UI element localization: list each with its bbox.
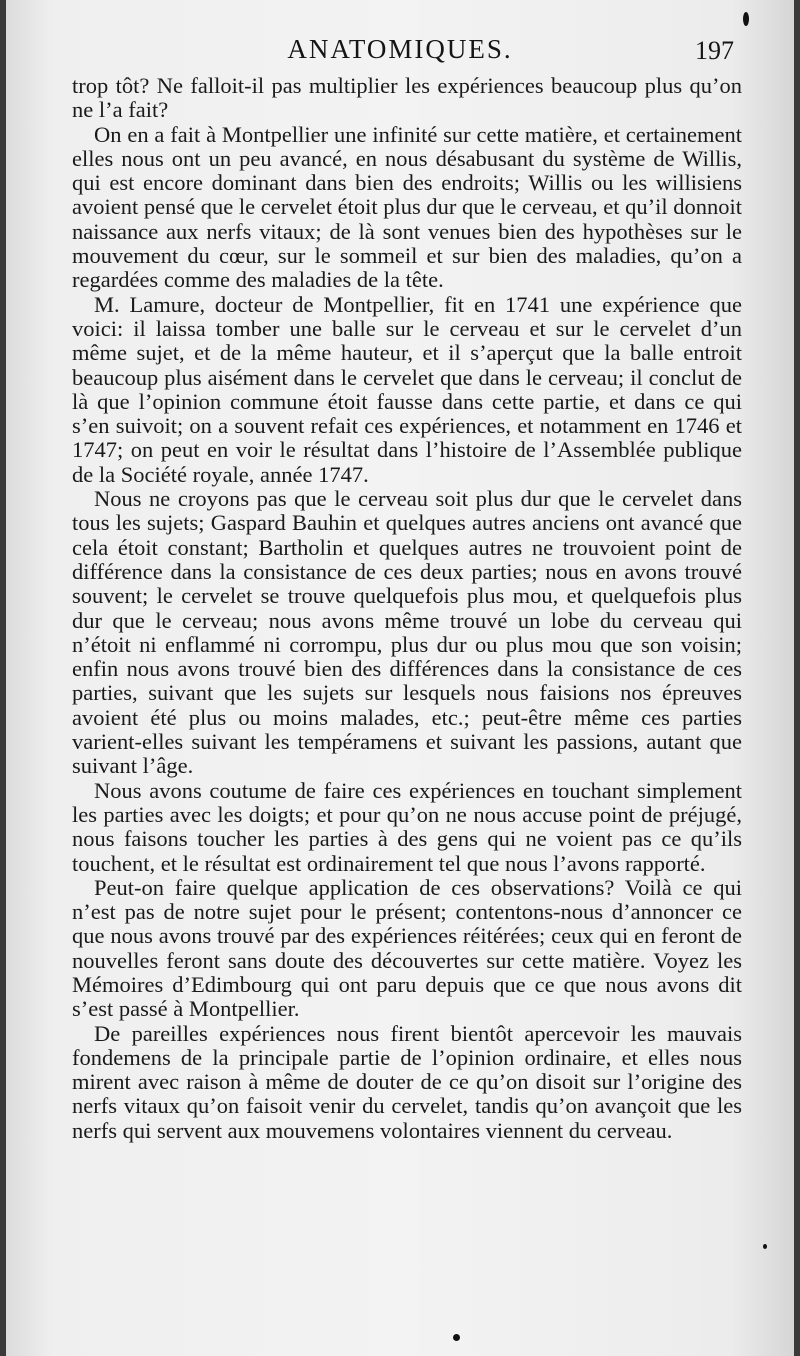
book-page xyxy=(6,0,794,1356)
ink-speck xyxy=(763,1244,767,1249)
running-head: ANATOMIQUES. xyxy=(287,34,513,64)
paragraph-continued: trop tôt? Ne falloit-il pas multiplier les expériences beaucoup plus qu’on ne l’a fait? xyxy=(72,73,742,123)
paragraph: Peut-on faire quelque application de ces observations? Voilà ce qui n’est pas de notre sujet pour le présent; contentons-nous d’annoncer ce que nous avons trouvé par des expériences réitérées; ceux qui en feront de nouvelles feront sans doute des découvertes sur cette matière. Voyez les Mémoires d’Edimbourg qui ont paru depuis que ce que nous avons dit s’est passé à Montpellier. xyxy=(72,874,742,1022)
paragraph: Nous ne croyons pas que le cerveau soit plus dur que le cervelet dans tous les sujets; Gaspard Bauhin et quelques autres anciens ont avancé que cela étoit constant; Bartholin et quelques autres ne trouvoient point de différence dans la consistance de ces deux parties; nous en avons trouvé souvent; le cervelet se trouve quelquefois plus mou, et quelquefois plus dur que le cerveau; nous avons même trouvé un lobe du cerveau qui n’étoit ni enflammé ni corrompu, plus dur ou plus mou que son voisin; enfin nous avons trouvé bien des différences dans la consistance de ces parties, suivant que les sujets sur lesquels nous faisions nos épreuves avoient été plus ou moins malades, etc.; peut-être même ces parties varient-elles suivant les tempéramens et suivant les passions, autant que suivant l’âge. xyxy=(72,486,742,779)
page-number: 197 xyxy=(695,36,734,65)
page-header xyxy=(6,34,794,68)
paragraph: M. Lamure, docteur de Montpellier, fit en 1741 une expérience que voici: il laissa tomber une balle sur le cerveau et sur le cervelet d’un même sujet, et de la même hauteur, et il s’aperçut que la balle entroit beaucoup plus aisément dans le cervelet que dans le cerveau; il conclut de là que l’opinion commune étoit fausse dans cette partie, et dans ce qui s’en suivoit; on a souvent refait ces expériences, et notamment en 1746 et 1747; on peut en voir le résultat dans l’histoire de l’Assemblée publique de la Société royale, année 1747. xyxy=(72,291,742,487)
paragraph: De pareilles expériences nous firent bientôt apercevoir les mauvais fondemens de la principale partie de l’opinion ordinaire, et elles nous mirent avec raison à même de douter de ce qu’on disoit sur l’origine des nerfs vitaux qu’on faisoit venir du cervelet, tandis qu’on avançoit que les nerfs qui servent aux mouvemens volontaires viennent du cerveau. xyxy=(72,1020,742,1143)
paragraph: Nous avons coutume de faire ces expériences en touchant simplement les parties avec les doigts; et pour qu’on ne nous accuse point de préjugé, nous faisons toucher les parties à des gens qui ne voient pas ce qu’ils touchent, et le résultat est ordinairement tel que nous l’avons rapporté. xyxy=(72,777,742,876)
ink-speck xyxy=(453,1334,460,1341)
ink-speck xyxy=(743,12,749,26)
paragraph: On en a fait à Montpellier une infinité sur cette matière, et certainement elles nous ont un peu avancé, en nous désabusant du système de Willis, qui est encore dominant dans bien des endroits; Willis ou les willisiens avoient pensé que le cervelet étoit plus dur que le cerveau, et qu’il donnoit naissance aux nerfs vitaux; de là sont venues bien des hypothèses sur le mouvement du cœur, sur le sommeil et sur bien des maladies, qu’on a regardées comme des maladies de la tête. xyxy=(72,121,742,293)
body-text xyxy=(72,74,742,1143)
